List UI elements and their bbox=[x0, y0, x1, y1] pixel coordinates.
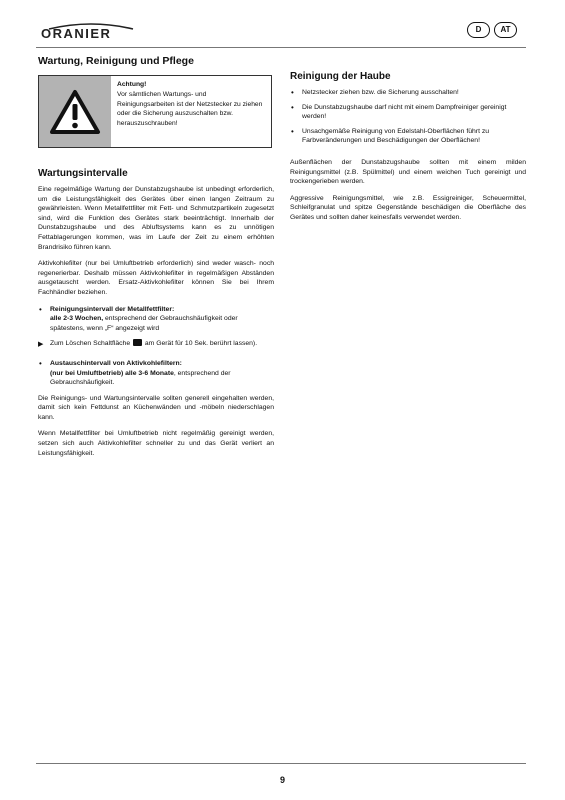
intervals-paragraph-1: Eine regelmäßige Wartung der Dunstabzugshaube ist unbedingt erforderlich, um die Leistungsfähigkeit des Gerätes über einen langen Zeitraum zu gewährleisten. Wenn Metallfettfilter mit Fett- und Schmutzpartikeln zugesetzt sind, wird die Funktion des Gerätes stark beeinträchtigt. Innerhalb der Dunstabzugshaube und des Abluftsystems kann es zu unnötigen Fettablagerungen kommen, was im Laufe der Zeit zu einem erhöhten Brandrisiko führen kann. bbox=[38, 186, 274, 251]
list-item: • Die Dunstabzugshaube darf nicht mit einem Dampfreiniger gereinigt werden! bbox=[290, 103, 526, 122]
intervals-paragraph-2: Aktivkohlefilter (nur bei Umluftbetrieb erforderlich) sind weder wasch- noch regenerierbar. Deshalb müssen Aktivkohlefilter in regelmäßigen Abständen ausgetauscht werden. Ersatz-Aktivkohlefilter können Sie bei Ihrem Fachhändler beziehen. bbox=[38, 260, 274, 296]
oranier-logo bbox=[41, 22, 139, 42]
cleaning-paragraph-1: Außenflächen der Dunstabzugshaube sollten mit einem milden Reinigungsmittel (z.B. Spülmittel) und einem weichen Tuch gereinigt und trockengerieben werden. bbox=[290, 158, 526, 186]
grease-filter-interval-list bbox=[38, 305, 274, 334]
cleaning-paragraph-2: Aggressive Reinigungsmittel, wie z.B. Essigreiniger, Scheuermittel, Schleifgranulat und spitze Gegenstände beschädigen die Oberfläche des Gerätes und sollten daher keinesfalls verwendet werden. bbox=[290, 194, 526, 221]
reset-instruction-text-before: Zum Löschen Schaltfläche bbox=[50, 340, 131, 348]
header-divider bbox=[36, 47, 526, 48]
footer-divider bbox=[36, 763, 526, 764]
cleaning-bullet-list bbox=[290, 88, 526, 146]
grease-filter-interval-value: alle 2-3 Wochen, bbox=[50, 315, 104, 323]
carbon-filter-interval-label: Austauschintervall von Aktivkohlefiltern: bbox=[50, 359, 182, 367]
reset-button-icon bbox=[133, 339, 142, 346]
brand-name: ORANIER bbox=[41, 26, 112, 41]
carbon-filter-interval-value: (nur bei Umluftbetrieb) alle 3-6 Monate bbox=[50, 369, 174, 377]
intervals-paragraph-3: Die Reinigungs- und Wartungsintervalle sollten generell eingehalten werden, damit sich kein Fettdunst an Küchenwänden und -möbeln niederschlagen kann. bbox=[38, 394, 274, 421]
warning-heading: Achtung! bbox=[117, 81, 147, 88]
warning-body: Vor sämtlichen Wartungs- und Reinigungsarbeiten ist der Netzstecker zu ziehen oder die Sicherung auszuschalten bzw. herauszuschrauben! bbox=[117, 90, 263, 128]
warning-text bbox=[111, 76, 271, 147]
section-title: Wartung, Reinigung und Pflege bbox=[38, 55, 194, 67]
carbon-filter-interval-text: , entsprechend der Gebrauchshäufigkeit. bbox=[50, 369, 231, 387]
grease-filter-interval-text: entsprechend der Gebrauchshäufigkeit oder spätestens, wenn „F“ angezeigt wird bbox=[50, 315, 238, 332]
arrow-right-icon: ▶ bbox=[38, 341, 44, 349]
warning-box bbox=[38, 75, 272, 148]
page-number: 9 bbox=[279, 775, 285, 785]
list-item: • Unsachgemäße Reinigung von Edelstahl-Oberflächen führt zu Farbveränderungen und Beschädigungen der Oberflächen! bbox=[290, 127, 526, 146]
reset-instruction bbox=[38, 339, 274, 349]
list-item bbox=[38, 359, 274, 388]
language-badge-at: AT bbox=[494, 22, 517, 38]
intervals-heading: Wartungsintervalle bbox=[38, 168, 128, 179]
list-item bbox=[38, 305, 274, 334]
list-item: • Netzstecker ziehen bzw. die Sicherung ausschalten! bbox=[290, 88, 526, 98]
carbon-filter-interval-list bbox=[38, 359, 274, 388]
warning-triangle-icon bbox=[39, 76, 111, 147]
cleaning-heading: Reinigung der Haube bbox=[290, 71, 391, 82]
right-column bbox=[290, 71, 526, 230]
intervals-paragraph-4: Wenn Metallfettfilter bei Umluftbetrieb nicht regelmäßig gereinigt werden, setzen sich auch Aktivkohlefilter schneller zu und das Gerät verliert an Leistungsfähigkeit. bbox=[38, 430, 274, 457]
language-badge-d: D bbox=[467, 22, 490, 38]
grease-filter-interval-label: Reinigungsintervall der Metallfettfilter: bbox=[50, 305, 175, 313]
left-column bbox=[38, 55, 274, 465]
reset-instruction-text-after: am Gerät für 10 Sek. berührt lassen). bbox=[144, 340, 258, 348]
